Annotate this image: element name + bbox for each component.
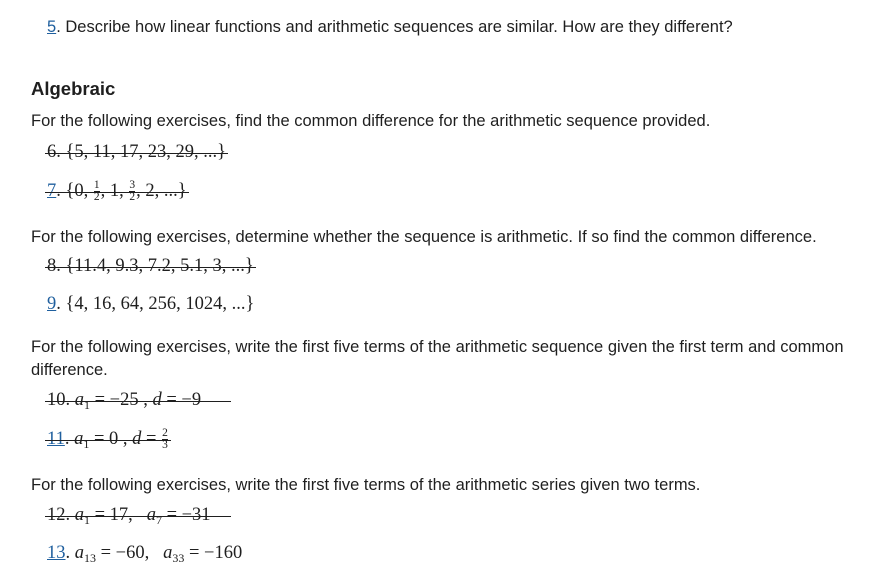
subscript: 33 [172,551,185,565]
exercise-11 [47,428,169,451]
exercise-7 [47,180,187,203]
instructions-first-five-terms-line2: difference. [31,361,108,379]
exercise-12-strikethrough: 12. $a_1 = 17$, $a_7 = -31$ [47,505,229,526]
variable-a: a [146,505,156,525]
fraction-denominator: 2 [129,191,136,203]
exercise-9: 9. {4, 16, 64, 256, 1024, ...} [47,294,255,314]
variable-a: a [163,543,173,563]
fraction-one-half [94,180,100,203]
instructions-arithmetic-check: For the following exercises, determine whether the sequence is arithmetic. If so find the common difference. [31,228,817,246]
exercise-7-part-c: , 2, ...} [136,180,187,201]
variable-d: d [152,390,162,410]
exercise-7-part-a: {0, [65,180,89,201]
exercise-6-strikethrough: 6. {5, 11, 17, 23, 29, ...} [47,142,226,162]
fraction-denominator: 3 [162,439,168,451]
instructions-first-five-terms-line1: For the following exercises, write the first five terms of the arithmetic sequence given the first term and common [31,338,844,356]
fraction-two-thirds [162,428,168,451]
fraction-three-halves [129,180,135,203]
exercise-8 [47,256,254,277]
exercise-12-value-a7: = −31 [161,505,211,525]
exercise-8-strikethrough: 8. {11.4, 9.3, 7.2, 5.1, 3, ...} [47,256,254,276]
exercise-7-strikethrough: 7. {0, $\frac{1}{2}$ , 1, $\frac{3}{2}$ , 2, ...} [47,179,187,203]
exercise-11-equals: = [141,428,162,449]
variable-d: d [132,428,142,449]
exercise-10-number: 10 [47,390,66,410]
fraction-numerator: 1 [93,179,100,191]
exercise-6 [47,142,226,163]
exercise-13-link[interactable]: 13 [47,543,66,563]
exercise-12-number: 12 [47,505,66,525]
exercise-10-strikethrough: 10. $a_1 = -25$ , d = −9 [47,390,229,411]
variable-a: a [74,543,84,563]
exercise-8-number: 8 [47,256,57,276]
exercise-11-strikethrough: 11. $a_1 = 0$ , d = $\frac{2}{3}$ [47,427,168,451]
exercise-12-value-a1: = 17, [90,505,147,525]
exercise-9-link[interactable]: 9 [47,294,57,314]
exercise-6-number: 6 [47,142,57,162]
exercise-13-value-a13: = −60, [96,543,164,563]
exercise-7-link[interactable]: 7 [47,180,57,201]
exercise-5 [47,16,733,39]
exercise-8-expression: {11.4, 9.3, 7.2, 5.1, 3, ...} [65,256,254,276]
exercise-7-part-b: , 1, [100,180,124,201]
variable-a: a [74,390,84,410]
subscript: 1 [83,436,90,451]
exercise-10 [47,390,229,411]
subscript: 7 [155,513,162,527]
exercise-5-link[interactable]: 5 [47,18,57,36]
subscript: 13 [84,551,96,565]
subscript: 1 [84,398,90,412]
fraction-denominator: 2 [93,191,100,203]
section-heading-algebraic: Algebraic [31,78,116,99]
instructions-common-difference: For the following exercises, find the common difference for the arithmetic sequence provided. [31,112,711,130]
exercise-11-value-a: = 0 , [89,428,133,449]
exercise-12 [47,505,229,526]
exercise-9-expression: {4, 16, 64, 256, 1024, ...} [65,294,255,314]
exercise-5-text: . Describe how linear functions and arithmetic sequences are similar. How are they different? [56,18,733,36]
exercise-10-value-a: = −25 , [90,390,153,410]
subscript: 1 [84,513,90,527]
fraction-numerator: 3 [129,179,136,191]
exercise-13-value-a33: = −160 [184,543,243,563]
exercise-11-link[interactable]: 11 [47,428,65,449]
variable-a: a [74,428,84,449]
exercise-10-value-d: = −9 [161,390,202,410]
instructions-arithmetic-series: For the following exercises, write the first five terms of the arithmetic series given two terms. [31,476,701,494]
exercise-13: 13. $a_{13} = -60$, $a_{33} = -160$ [47,543,243,565]
fraction-numerator: 2 [162,427,168,439]
variable-a: a [74,505,84,525]
exercise-6-expression: {5, 11, 17, 23, 29, ...} [65,142,226,162]
